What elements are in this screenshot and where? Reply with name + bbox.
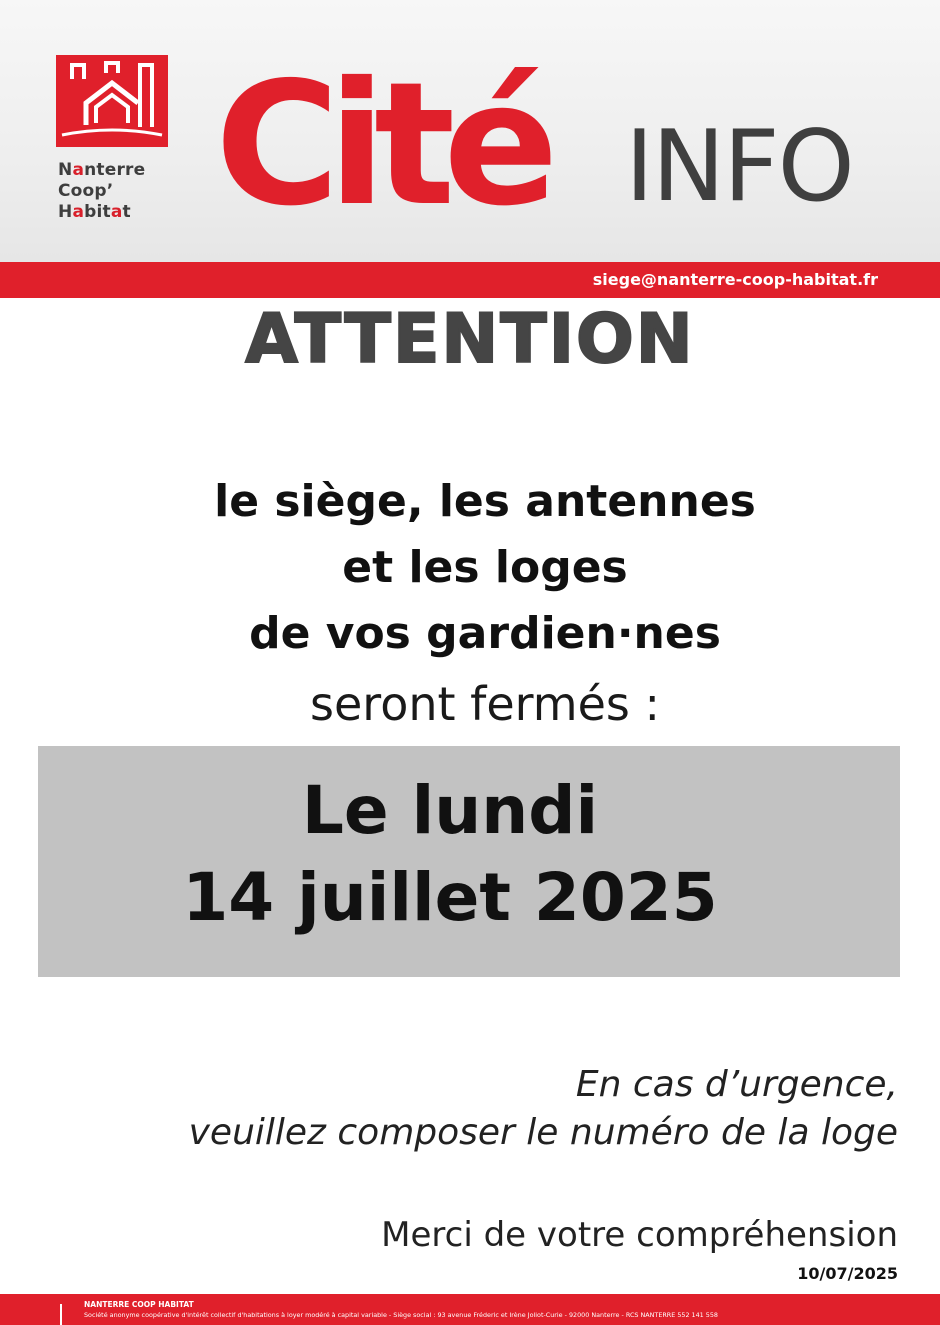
brand-title-cite: Cité [215,46,547,244]
logo-text-line-3: Habitat [58,202,131,222]
footer-legal-text: Société anonyme coopérative d'intérêt collectif d'habitations à loyer modéré à capital variable - Siège social : 93 avenue Fréderic et Irène Joliot-Curie - 92000 Nanterre - RCS NANTERRE 552 141 558 [84,1311,718,1319]
closure-message-line-3: de vos gardien·nes [249,608,721,659]
logo-text-line-2: Coop’ [58,181,114,201]
closure-message-line-2: et les loges [342,542,628,593]
closure-date-line-1: Le lundi [301,772,599,849]
footer-company-name: NANTERRE COOP HABITAT [84,1300,194,1309]
closure-message-line-4: seront fermés : [310,677,660,731]
footer-divider [60,1304,62,1325]
contact-email[interactable]: siege@nanterre-coop-habitat.fr [592,270,878,289]
closure-message-line-1: le siège, les antennes [214,476,756,527]
header-banner [0,0,940,262]
attention-heading: ATTENTION [245,300,695,379]
urgency-text-line-1: En cas d’urgence, [575,1064,898,1105]
closure-date-line-2: 14 juillet 2025 [182,859,718,936]
document-date: 10/07/2025 [797,1264,898,1283]
brand-title-info: INFO [625,110,853,224]
logo-text-line-1: Nanterre [58,160,146,180]
thanks-text: Merci de votre compréhension [381,1215,898,1255]
urgency-text-line-2: veuillez composer le numéro de la loge [188,1112,898,1153]
building-logo-icon [56,55,168,147]
